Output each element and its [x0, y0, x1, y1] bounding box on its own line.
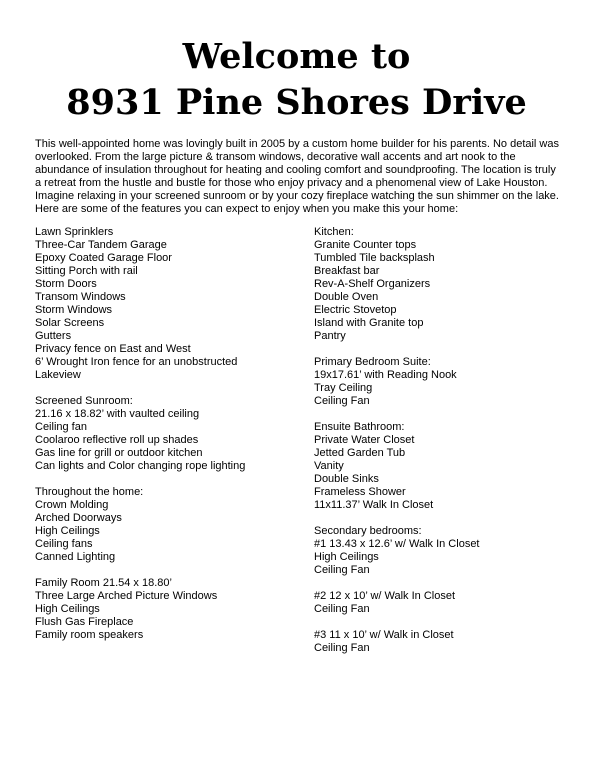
feature-line: Coolaroo reflective roll up shades [35, 434, 199, 446]
feature-line: Double Oven [314, 291, 379, 303]
feature-section-first-line: Ensuite Bathroom: [314, 421, 405, 433]
feature-line: Arched Doorways [35, 512, 122, 524]
feature-line: Lakeview [35, 369, 81, 381]
feature-section [314, 590, 564, 616]
feature-line: Ceiling fans [35, 538, 93, 550]
feature-line: Canned Lighting [35, 551, 116, 563]
feature-section [314, 226, 564, 343]
feature-line: Solar Screens [35, 317, 105, 329]
feature-line: Tumbled Tile backsplash [314, 252, 435, 264]
feature-line: 21.16 x 18.82’ with vaulted ceiling [35, 408, 200, 420]
feature-line: Transom Windows [35, 291, 126, 303]
feature-line: Gutters [35, 330, 72, 342]
title-line-1: Welcome to [182, 36, 411, 77]
feature-line: Double Sinks [314, 473, 379, 485]
feature-line: Vanity [314, 460, 344, 472]
feature-line: Breakfast bar [314, 265, 380, 277]
feature-line: Tray Ceiling [314, 382, 373, 394]
intro-paragraph: This well-appointed home was lovingly built in 2005 by a custom home builder for his parents. No detail was overlooked. From the large picture & transom windows, decorative wall accents and art nook to the abundance of insulation throughout for heating and cooling comfort and soundproofing. The location is truly a retreat from the hustle and bustle for those who enjoy privacy and a phenomenal view of Lake Houston. Imagine relaxing in your screened sunroom or by your cozy fireplace watching the sun shimmer on the lake. Here are some of the features you can expect to enjoy when you make this your home: [35, 138, 559, 215]
feature-line: High Ceilings [35, 603, 100, 615]
feature-line: Storm Doors [35, 278, 97, 290]
feature-line: Family room speakers [35, 629, 144, 641]
feature-line: Electric Stovetop [314, 304, 397, 316]
feature-line: Three Large Arched Picture Windows [35, 590, 218, 602]
feature-line: Ceiling Fan [314, 564, 370, 576]
feature-line: 11x11.37’ Walk In Closet [314, 499, 434, 511]
feature-line: Ceiling fan [35, 421, 87, 433]
feature-line: Epoxy Coated Garage Floor [35, 252, 172, 264]
feature-line: Granite Counter tops [314, 239, 417, 251]
feature-line: Rev-A-Shelf Organizers [314, 278, 431, 290]
feature-section-first-line: Primary Bedroom Suite: [314, 356, 431, 368]
feature-line: Jetted Garden Tub [314, 447, 406, 459]
feature-line: 19x17.61’ with Reading Nook [314, 369, 457, 381]
feature-line: Ceiling Fan [314, 642, 370, 654]
feature-line: Three-Car Tandem Garage [35, 239, 167, 251]
feature-line: Storm Windows [35, 304, 113, 316]
feature-section-first-line: Kitchen: [314, 226, 354, 238]
feature-section [35, 486, 297, 564]
feature-line: Pantry [314, 330, 346, 342]
feature-section-first-line: Secondary bedrooms: [314, 525, 422, 537]
feature-line: Crown Molding [35, 499, 109, 511]
feature-line: Sitting Porch with rail [35, 265, 138, 277]
feature-line: High Ceilings [314, 551, 379, 563]
feature-section-first-line: Lawn Sprinklers [35, 226, 114, 238]
feature-section-first-line: Family Room 21.54 x 18.80’ [35, 577, 172, 589]
features-left-column [35, 226, 297, 655]
feature-section-first-line: Screened Sunroom: [35, 395, 133, 407]
feature-line: Ceiling Fan [314, 395, 370, 407]
feature-line: Ceiling Fan [314, 603, 370, 615]
feature-line: #1 13.43 x 12.6’ w/ Walk In Closet [314, 538, 480, 550]
feature-line: High Ceilings [35, 525, 100, 537]
feature-line: Can lights and Color changing rope lighting [35, 460, 246, 472]
feature-section [314, 525, 564, 577]
feature-line: Flush Gas Fireplace [35, 616, 134, 628]
feature-section [314, 421, 564, 512]
feature-section-first-line: #3 11 x 10’ w/ Walk in Closet [314, 629, 454, 641]
feature-line: Island with Granite top [314, 317, 424, 329]
feature-section [314, 629, 564, 655]
feature-section [314, 356, 564, 408]
feature-line: Frameless Shower [314, 486, 406, 498]
feature-line: 6’ Wrought Iron fence for an unobstructed [35, 356, 238, 368]
feature-section-first-line: #2 12 x 10’ w/ Walk In Closet [314, 590, 456, 602]
title-line-2: 8931 Pine Shores Drive [66, 82, 527, 123]
feature-section-first-line: Throughout the home: [35, 486, 144, 498]
feature-line: Private Water Closet [314, 434, 415, 446]
feature-section [35, 577, 297, 642]
feature-section [35, 226, 297, 382]
features-right-column [314, 226, 564, 668]
feature-line: Privacy fence on East and West [35, 343, 191, 355]
feature-section [35, 395, 297, 473]
feature-line: Gas line for grill or outdoor kitchen [35, 447, 203, 459]
page-title [0, 34, 593, 126]
